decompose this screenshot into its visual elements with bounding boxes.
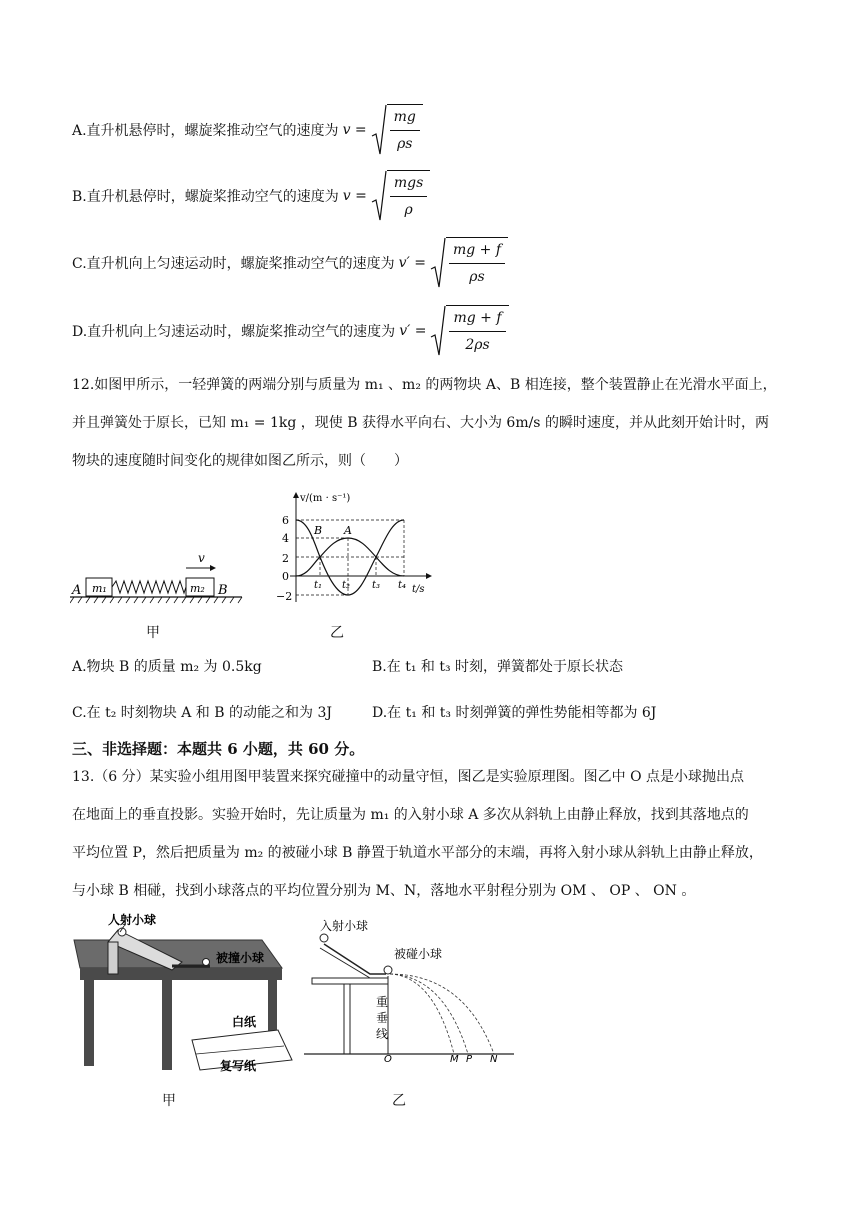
point-o: O: [384, 1054, 392, 1062]
y-tick-neg2: −2: [276, 590, 293, 603]
curve-label-b: B: [314, 524, 323, 537]
target-ball-icon: [384, 966, 392, 974]
denominator: 2ρs: [465, 337, 490, 353]
q12-option-c: C.在 t₂ 时刻物块 A 和 B 的动能之和为 3J: [72, 705, 332, 721]
x-tick-t3: t₃: [372, 580, 381, 591]
velocity-arrow-icon: [186, 565, 216, 571]
point-n: N: [490, 1054, 498, 1062]
q11-option-a: [72, 104, 423, 156]
y-tick-0: 0: [282, 570, 289, 583]
radical-sign-icon: [430, 305, 446, 357]
y-axis-arrow-icon: [293, 492, 299, 498]
label-incident-ball: 人射小球: [108, 913, 157, 927]
q13-line-2: 在地面上的垂直投影。实验开始时，先让质量为 m₁ 的入射小球 A 多次从斜轨上由静止释放，找到其落地点的: [72, 807, 749, 823]
table-top: [312, 978, 388, 984]
track-support: [108, 942, 118, 974]
label-plumb-2: 垂: [376, 1011, 389, 1025]
q13-figure-jia: [72, 910, 298, 1078]
formula: [399, 237, 508, 289]
formula-lhs: v′ =: [398, 255, 426, 271]
option-text: C.直升机向上匀速运动时，螺旋桨推动空气的速度为: [72, 256, 395, 272]
table-leg: [344, 984, 350, 1054]
radical-sign-icon: [430, 237, 446, 289]
y-tick-2: 2: [282, 552, 289, 565]
formula-lhs: v′ =: [399, 323, 427, 339]
incident-ball-icon: [320, 934, 328, 942]
q12-figure-yi-caption: 乙: [330, 625, 344, 641]
label-plumb-3: 线: [376, 1027, 389, 1041]
target-ball-icon: [203, 959, 210, 966]
q12-figure-jia-caption: 甲: [146, 625, 160, 641]
q13-line-1: 13.（6 分）某实验小组用图甲装置来探究碰撞中的动量守恒，图乙是实验原理图。图乙中 O 点是小球抛出点: [72, 769, 744, 785]
q11-option-b: [72, 170, 430, 222]
x-axis-arrow-icon: [426, 573, 432, 579]
radical: [430, 305, 508, 357]
fraction: [446, 305, 508, 357]
option-text: B.直升机悬停时，螺旋桨推动空气的速度为: [72, 189, 339, 205]
q13-stem: [72, 760, 797, 908]
fraction: [446, 237, 508, 289]
x-tick-t1: t₁: [314, 580, 323, 591]
q13-figure-jia-caption: 甲: [162, 1093, 176, 1109]
formula: [343, 104, 423, 156]
q12-option-b: B.在 t₁ 和 t₃ 时刻，弹簧都处于原长状态: [372, 659, 624, 675]
curve-label-a: A: [344, 524, 352, 537]
formula: [343, 170, 431, 222]
q11-option-c: [72, 237, 508, 289]
spring-icon: [112, 581, 186, 593]
formula-lhs: v =: [342, 188, 367, 204]
trajectories: [390, 974, 494, 1054]
point-m: M: [450, 1054, 459, 1062]
q13-line-4: 与小球 B 相碰，找到小球落点的平均位置分别为 M、N，落地水平射程分别为 OM 、 OP 、 ON 。: [72, 883, 696, 899]
radical-sign-icon: [371, 104, 387, 156]
label-white-paper: 白纸: [232, 1015, 257, 1029]
fraction: [387, 170, 430, 222]
point-p: P: [466, 1054, 473, 1062]
q12-stem: [72, 368, 797, 478]
formula-lhs: v =: [342, 122, 367, 138]
radical: [371, 170, 430, 222]
radical: [430, 237, 508, 289]
q13-line-3: 平均位置 P，然后把质量为 m₂ 的被碰小球 B 静置于轨道水平部分的末端，再将入射小球从斜轨上由静止释放，: [72, 845, 763, 861]
label-incident-ball: 入射小球: [320, 919, 369, 933]
label-m1: m₁: [92, 582, 107, 595]
table-leg: [162, 980, 172, 1070]
ground-hatch-icon: [70, 597, 242, 603]
denominator: ρ: [404, 202, 413, 218]
denominator: ρs: [469, 269, 485, 285]
table-leg: [84, 980, 94, 1066]
y-tick-4: 4: [282, 532, 289, 545]
q12-option-d: D.在 t₁ 和 t₃ 时刻弹簧的弹性势能相等都为 6J: [372, 705, 657, 721]
x-tick-t2: t₂: [342, 580, 351, 591]
y-tick-6: 6: [282, 514, 289, 527]
formula: [399, 305, 508, 357]
label-target-ball: 被碰小球: [394, 947, 443, 961]
q12-figure-yi: [270, 490, 440, 610]
option-text: A.直升机悬停时，螺旋桨推动空气的速度为: [72, 123, 339, 139]
q12-line-3: 物块的速度随时间变化的规律如图乙所示，则（ ）: [72, 453, 408, 469]
label-b: B: [218, 583, 228, 598]
denominator: ρs: [397, 136, 413, 152]
x-tick-t4: t₄: [398, 580, 407, 591]
fraction: [387, 104, 423, 156]
radical-sign-icon: [371, 170, 387, 222]
q13-figure-yi-caption: 乙: [392, 1093, 406, 1109]
label-v: v: [198, 551, 205, 565]
q12-option-a: A.物块 B 的质量 m₂ 为 0.5kg: [72, 659, 262, 675]
q11-option-d: [72, 305, 509, 357]
option-text: D.直升机向上匀速运动时，螺旋桨推动空气的速度为: [72, 324, 396, 340]
numerator: mg + f: [449, 306, 505, 332]
label-carbon-paper: 复写纸: [220, 1059, 257, 1073]
label-a: A: [72, 583, 82, 598]
q12-line-1: 12.如图甲所示，一轻弹簧的两端分别与质量为 m₁ 、m₂ 的两物块 A、B 相连接，整个装置静止在光滑水平面上，: [72, 377, 777, 393]
q12-figure-jia: [70, 548, 250, 610]
section-heading: 三、非选择题：本题共 6 小题，共 60 分。: [72, 740, 365, 758]
q12-line-2: 并且弹簧处于原长，已知 m₁ = 1kg ，现使 B 获得水平向右、大小为 6m/s 的瞬时速度，并从此刻开始计时，两: [72, 415, 769, 431]
numerator: mg + f: [449, 238, 505, 264]
label-m2: m₂: [190, 582, 205, 595]
numerator: mgs: [390, 171, 427, 197]
x-axis-label: t/s: [412, 584, 425, 595]
numerator: mg: [390, 105, 420, 131]
y-axis-label: v/(m · s⁻¹): [300, 493, 351, 504]
radical: [371, 104, 423, 156]
label-plumb-1: 重: [376, 995, 389, 1009]
label-target-ball: 被撞小球: [216, 951, 265, 965]
q13-figure-yi: [304, 916, 522, 1062]
